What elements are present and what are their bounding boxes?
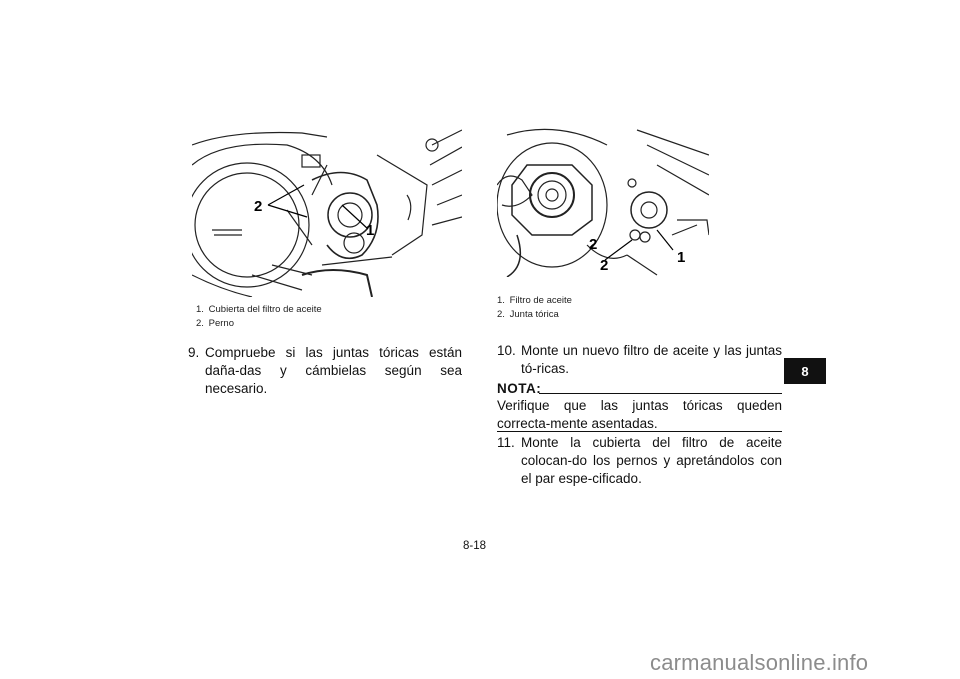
caption-item [497,294,572,308]
step-number: 11. [497,435,515,450]
callout-o-ring-a: 2 [589,236,598,253]
callout-filter-cover: 1 [366,222,375,239]
oil-filter-drawing [497,125,709,277]
caption-number: 1. [196,304,204,315]
oil-filter-illustration [497,125,709,277]
chapter-tab: 8 [784,358,826,384]
step-number: 10. [497,343,516,358]
watermark: carmanualsonline.info [650,650,869,675]
note-heading [497,380,782,398]
caption-item [196,303,322,317]
step-10 [497,342,782,378]
step-9 [188,344,462,398]
caption-text: Perno [208,318,234,329]
figure-left-caption [196,303,322,331]
caption-text: Cubierta del filtro de aceite [208,304,322,315]
note-rule-top [539,393,782,394]
step-11 [497,434,782,488]
step-text: Compruebe si las juntas tóricas están daña-das y cámbielas según sea necesario. [205,345,462,396]
note-text: Verifique que las juntas tóricas queden correcta-mente asentadas. [497,398,782,431]
figure-right-caption [497,294,572,322]
step-number: 9. [188,345,200,360]
callout-o-ring-b: 2 [600,257,609,274]
caption-number: 1. [497,295,505,306]
caption-number: 2. [497,309,505,320]
caption-item [196,317,322,331]
caption-number: 2. [196,318,204,329]
note-title: NOTA: [497,381,542,396]
engine-cover-drawing [192,125,462,297]
caption-item [497,308,572,322]
caption-text: Junta tórica [509,309,559,320]
step-text: Monte la cubierta del filtro de aceite colocan-do los pernos y apretándolos con el par espe-cificado. [521,435,782,486]
caption-text: Filtro de aceite [509,295,572,306]
callout-oil-filter: 1 [677,249,686,266]
oil-filter-cover-illustration [192,125,462,297]
callout-bolt: 2 [254,198,263,215]
step-text: Monte un nuevo filtro de aceite y las juntas tó-ricas. [521,343,782,376]
page-number: 8-18 [463,540,487,552]
note-rule-bottom [497,431,782,432]
